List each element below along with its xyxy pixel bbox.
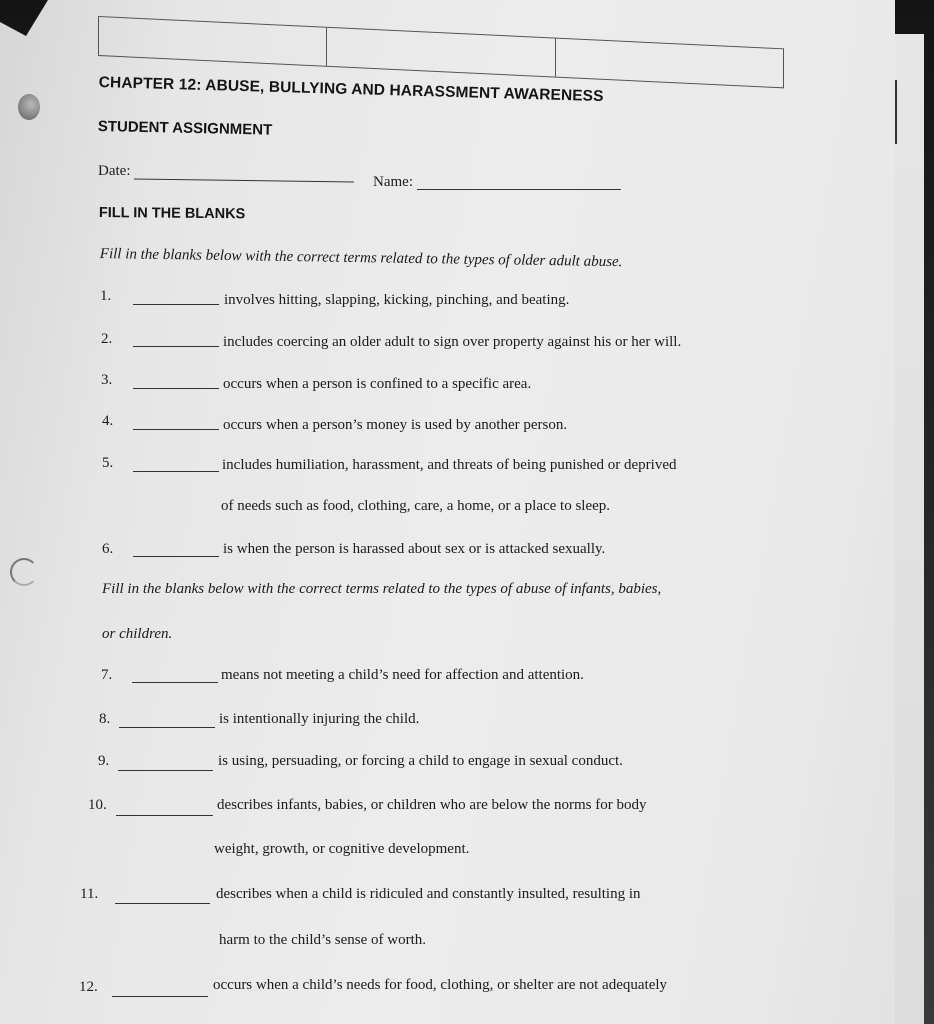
header-box-cell[interactable] — [99, 17, 327, 66]
question-number: 5. — [102, 455, 114, 471]
answer-blank[interactable] — [112, 996, 208, 997]
answer-blank[interactable] — [133, 471, 219, 472]
question-number: 10. — [88, 797, 107, 813]
question-text: is when the person is harassed about sex or is attacked sexually. — [223, 541, 606, 557]
question-number: 4. — [102, 413, 114, 429]
question-text: occurs when a person’s money is used by another person. — [223, 417, 568, 433]
question-text: is intentionally injuring the child. — [219, 711, 420, 727]
question-number: 7. — [101, 667, 113, 683]
question-text: includes humiliation, harassment, and threats of being punished or deprived — [222, 457, 677, 473]
date-label: Date: — [98, 163, 131, 179]
question-text: describes infants, babies, or children who are below the norms for body — [217, 797, 647, 813]
answer-blank[interactable] — [118, 770, 213, 771]
question-text: involves hitting, slapping, kicking, pinching, and beating. — [224, 292, 570, 308]
question-text: is using, persuading, or forcing a child to engage in sexual conduct. — [218, 753, 623, 769]
answer-blank[interactable] — [133, 346, 219, 347]
instruction-children-line2: or children. — [102, 626, 173, 642]
name-field-row — [373, 171, 621, 191]
question-item-6 — [102, 541, 606, 558]
name-label: Name: — [373, 174, 413, 190]
chapter-title: CHAPTER 12: ABUSE, BULLYING AND HARASSMENT AWARENESS — [98, 74, 604, 106]
question-number: 8. — [99, 711, 111, 727]
question-item-3 — [101, 372, 532, 392]
question-11-continuation: harm to the child’s sense of worth. — [219, 932, 427, 948]
question-item-11 — [80, 886, 641, 903]
question-item-4 — [102, 413, 568, 433]
question-item-2 — [101, 331, 682, 350]
answer-blank[interactable] — [132, 682, 218, 683]
question-item-8 — [99, 711, 420, 728]
answer-blank[interactable] — [133, 304, 219, 305]
instruction-older-adult: Fill in the blanks below with the correct terms related to the types of older adult abuse. — [99, 246, 623, 271]
question-text: means not meeting a child’s need for affection and attention. — [221, 667, 584, 683]
question-text: occurs when a person is confined to a specific area. — [223, 376, 532, 392]
date-blank[interactable] — [134, 164, 354, 182]
answer-blank[interactable] — [133, 429, 219, 430]
answer-blank[interactable] — [133, 556, 219, 557]
header-box-cell[interactable] — [327, 28, 555, 77]
question-number: 2. — [101, 331, 113, 347]
question-number: 12. — [79, 979, 98, 995]
answer-blank[interactable] — [119, 727, 215, 728]
question-text: occurs when a child’s needs for food, clothing, or shelter are not adequately — [213, 977, 668, 993]
header-box-cell[interactable] — [556, 39, 783, 88]
question-item-1 — [100, 288, 570, 308]
question-number: 1. — [100, 288, 112, 304]
section-title: FILL IN THE BLANKS — [98, 205, 246, 223]
question-5-continuation: of needs such as food, clothing, care, a home, or a place to sleep. — [221, 498, 611, 514]
question-number: 3. — [101, 372, 113, 388]
question-item-9 — [98, 753, 623, 770]
date-field-row — [98, 160, 354, 180]
question-text: includes coercing an older adult to sign over property against his or her will. — [223, 334, 682, 350]
assignment-subtitle: STUDENT ASSIGNMENT — [97, 118, 273, 139]
question-text: describes when a child is ridiculed and constantly insulted, resulting in — [216, 886, 641, 902]
question-item-7 — [101, 667, 584, 684]
question-item-10 — [88, 797, 647, 814]
answer-blank[interactable] — [115, 903, 210, 904]
question-number: 6. — [102, 541, 114, 557]
instruction-children-line1: Fill in the blanks below with the correct terms related to the types of abuse of infants, babies, — [102, 581, 662, 597]
question-item-5 — [102, 455, 677, 473]
question-item-12 — [79, 977, 668, 996]
name-blank[interactable] — [417, 175, 621, 190]
question-10-continuation: weight, growth, or cognitive development. — [214, 841, 470, 857]
answer-blank[interactable] — [133, 388, 219, 389]
answer-blank[interactable] — [116, 815, 213, 816]
question-number: 9. — [98, 753, 110, 769]
question-number: 11. — [80, 886, 99, 902]
